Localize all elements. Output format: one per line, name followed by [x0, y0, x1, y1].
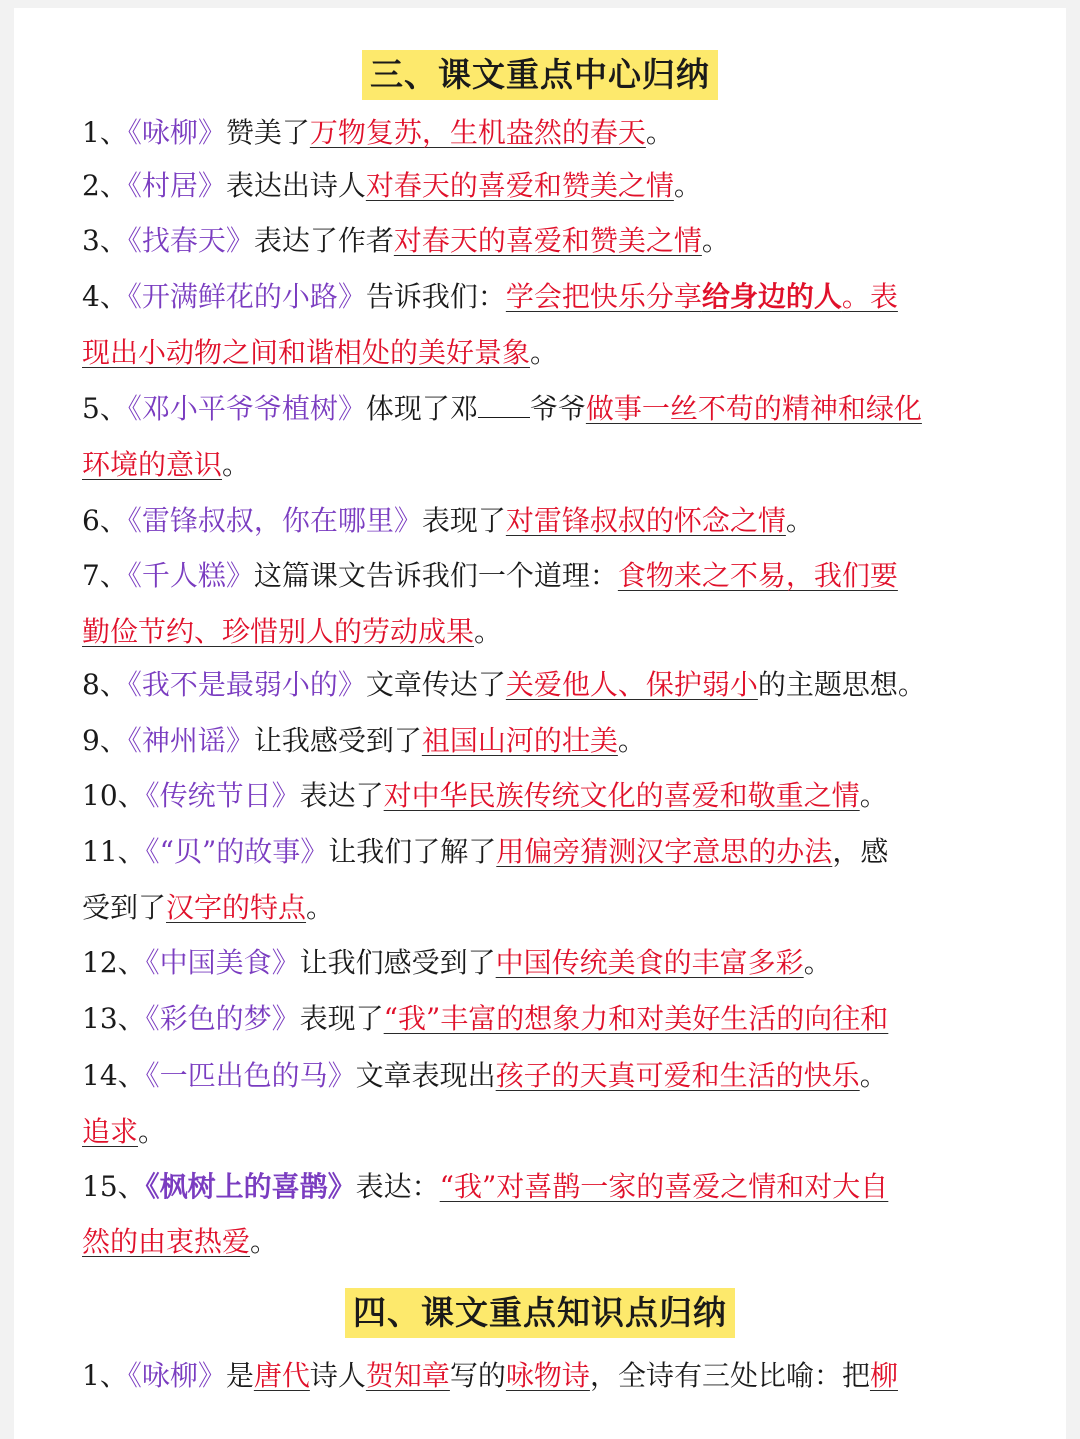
- item-number: 1、: [82, 116, 128, 149]
- key-answer: 学会把快乐分享: [505, 280, 702, 313]
- item-text: 表达：: [355, 1170, 440, 1203]
- item-text: 。: [617, 724, 646, 757]
- item-text: 。: [474, 615, 503, 648]
- item-text: 文章表现出: [355, 1059, 496, 1092]
- key-answer: 贺知章: [365, 1359, 450, 1392]
- list-item: [82, 943, 832, 983]
- item-number: 15、: [82, 1170, 146, 1203]
- item-text: 赞美了: [225, 116, 310, 149]
- item-number: 13、: [82, 1002, 146, 1035]
- list-item: [82, 166, 702, 206]
- item-number: 9、: [82, 724, 128, 757]
- key-answer: 用偏旁猜测汉字意思的办法: [496, 835, 833, 868]
- item-text: 表达了作者: [253, 224, 394, 257]
- key-answer: 祖国山河的壮美: [421, 724, 618, 757]
- lesson-title: 《彩色的梦》: [145, 1002, 300, 1035]
- item-text: 文章传达了: [365, 668, 506, 701]
- item-text: ，全诗有三处比喻：把: [589, 1359, 870, 1392]
- item-number: 5、: [82, 392, 128, 425]
- item-text: 爷爷: [529, 392, 586, 425]
- list-item-continuation: [82, 333, 558, 373]
- item-text: 受到了: [82, 891, 167, 924]
- lesson-title: 《雷锋叔叔，你在哪里》: [127, 504, 422, 537]
- key-answer: 唐代: [253, 1359, 310, 1392]
- list-item-continuation: [82, 445, 250, 485]
- key-answer: 对春天的喜爱和赞美之情: [393, 224, 702, 257]
- lesson-title: 《千人糕》: [127, 559, 254, 592]
- item-number: 14、: [82, 1059, 146, 1092]
- item-text: 是: [225, 1359, 254, 1392]
- item-text: 。: [785, 504, 814, 537]
- item-text: 告诉我们：: [365, 280, 506, 313]
- list-item: [82, 832, 888, 872]
- list-item: [82, 1056, 888, 1096]
- key-answer: 关爱他人、保护弱小: [505, 668, 758, 701]
- section-3-title: 三、课文重点中心归纳: [362, 50, 718, 100]
- item-number: 10、: [82, 779, 146, 812]
- list-item: [82, 999, 888, 1039]
- list-item: [82, 221, 730, 261]
- key-answer: 对中华民族传统文化的喜爱和敬重之情: [383, 779, 860, 812]
- key-answer: 万物复苏，生机盎然的春天: [309, 116, 646, 149]
- key-answer: 对春天的喜爱和赞美之情: [365, 169, 674, 202]
- item-text: 诗人: [309, 1359, 366, 1392]
- lesson-title: 《枫树上的喜鹊》: [145, 1170, 356, 1203]
- item-number: 6、: [82, 504, 128, 537]
- key-answer: 。表: [841, 280, 898, 313]
- list-item: [82, 1356, 898, 1396]
- item-number: 8、: [82, 668, 128, 701]
- list-item: [82, 501, 814, 541]
- item-text: 让我感受到了: [253, 724, 422, 757]
- item-number: 4、: [82, 280, 128, 313]
- key-answer: “我”丰富的想象力和对美好生活的向往和: [383, 1002, 889, 1035]
- key-answer: 现出小动物之间和谐相处的美好景象: [82, 336, 531, 369]
- key-answer: 环境的意识: [82, 448, 223, 481]
- key-answer: 食物来之不易，我们要: [617, 559, 898, 592]
- lesson-title: 《一匹出色的马》: [145, 1059, 356, 1092]
- item-text: 让我们了解了: [328, 835, 497, 868]
- item-text: 体现了邓: [365, 392, 478, 425]
- section-4-title: 四、课文重点知识点归纳: [345, 1288, 735, 1338]
- item-text: 。: [306, 891, 335, 924]
- lesson-title: 《我不是最弱小的》: [127, 668, 366, 701]
- item-text: 。: [138, 1115, 167, 1148]
- item-text: 写的: [449, 1359, 506, 1392]
- list-item: [82, 113, 674, 153]
- lesson-title: 《咏柳》: [127, 1359, 226, 1392]
- item-text: 。: [701, 224, 730, 257]
- item-text: 。: [859, 779, 888, 812]
- section-3-heading: [0, 50, 1080, 100]
- lesson-title: 《村居》: [127, 169, 226, 202]
- item-text: 。: [645, 116, 674, 149]
- key-answer: 勤俭节约、珍惜别人的劳动成果: [82, 615, 475, 648]
- list-item-continuation: [82, 1222, 278, 1262]
- lesson-title: 《开满鲜花的小路》: [127, 280, 366, 313]
- lesson-title: 《传统节日》: [145, 779, 300, 812]
- item-text: 表现了: [299, 1002, 384, 1035]
- item-text: 表达出诗人: [225, 169, 366, 202]
- key-answer: 孩子的天真可爱和生活的快乐: [495, 1059, 860, 1092]
- section-4-heading: [0, 1288, 1080, 1338]
- list-item: [82, 556, 898, 596]
- lesson-title: 《神州谣》: [127, 724, 254, 757]
- item-text: 表现了: [421, 504, 506, 537]
- item-text: 让我们感受到了: [299, 946, 496, 979]
- item-number: 2、: [82, 169, 128, 202]
- key-answer-bold: 给身边的人: [701, 280, 842, 313]
- lesson-title: 《找春天》: [127, 224, 254, 257]
- item-number: 7、: [82, 559, 128, 592]
- item-text: ，感: [832, 835, 889, 868]
- list-item-continuation: [82, 888, 334, 928]
- list-item: [82, 665, 926, 705]
- list-item: [82, 277, 898, 317]
- key-answer: 然的由衷热爱: [82, 1225, 251, 1258]
- list-item: [82, 776, 888, 816]
- key-answer: 咏物诗: [505, 1359, 590, 1392]
- key-answer: 追求: [82, 1115, 139, 1148]
- list-item-continuation: [82, 1112, 166, 1152]
- key-answer: 对雷锋叔叔的怀念之情: [505, 504, 786, 537]
- item-number: 3、: [82, 224, 128, 257]
- item-text: 。: [859, 1059, 888, 1092]
- key-answer: 汉字的特点: [166, 891, 307, 924]
- item-text: 这篇课文告诉我们一个道理：: [253, 559, 618, 592]
- item-text: 。: [222, 448, 251, 481]
- item-text: 的主题思想。: [757, 668, 926, 701]
- item-text: 。: [250, 1225, 279, 1258]
- item-text: 。: [530, 336, 559, 369]
- lesson-title: 《咏柳》: [127, 116, 226, 149]
- key-answer: 柳: [869, 1359, 898, 1392]
- key-answer: “我”对喜鹊一家的喜爱之情和对大自: [439, 1170, 889, 1203]
- item-text: 表达了: [299, 779, 384, 812]
- list-item: [82, 721, 646, 761]
- list-item: [82, 389, 922, 429]
- key-answer: 做事一丝不苟的精神和绿化: [585, 392, 922, 425]
- item-text: 。: [673, 169, 702, 202]
- item-number: 11、: [82, 835, 146, 868]
- item-number: 12、: [82, 946, 146, 979]
- list-item: [82, 1167, 888, 1207]
- item-number: 1、: [82, 1359, 128, 1392]
- item-text: 。: [803, 946, 832, 979]
- key-answer: 中国传统美食的丰富多彩: [495, 946, 804, 979]
- lesson-title: 《中国美食》: [145, 946, 300, 979]
- lesson-title: 《邓小平爷爷植树》: [127, 392, 366, 425]
- list-item-continuation: [82, 612, 502, 652]
- lesson-title: 《“贝”的故事》: [145, 835, 329, 868]
- fill-in-blank: [478, 391, 530, 418]
